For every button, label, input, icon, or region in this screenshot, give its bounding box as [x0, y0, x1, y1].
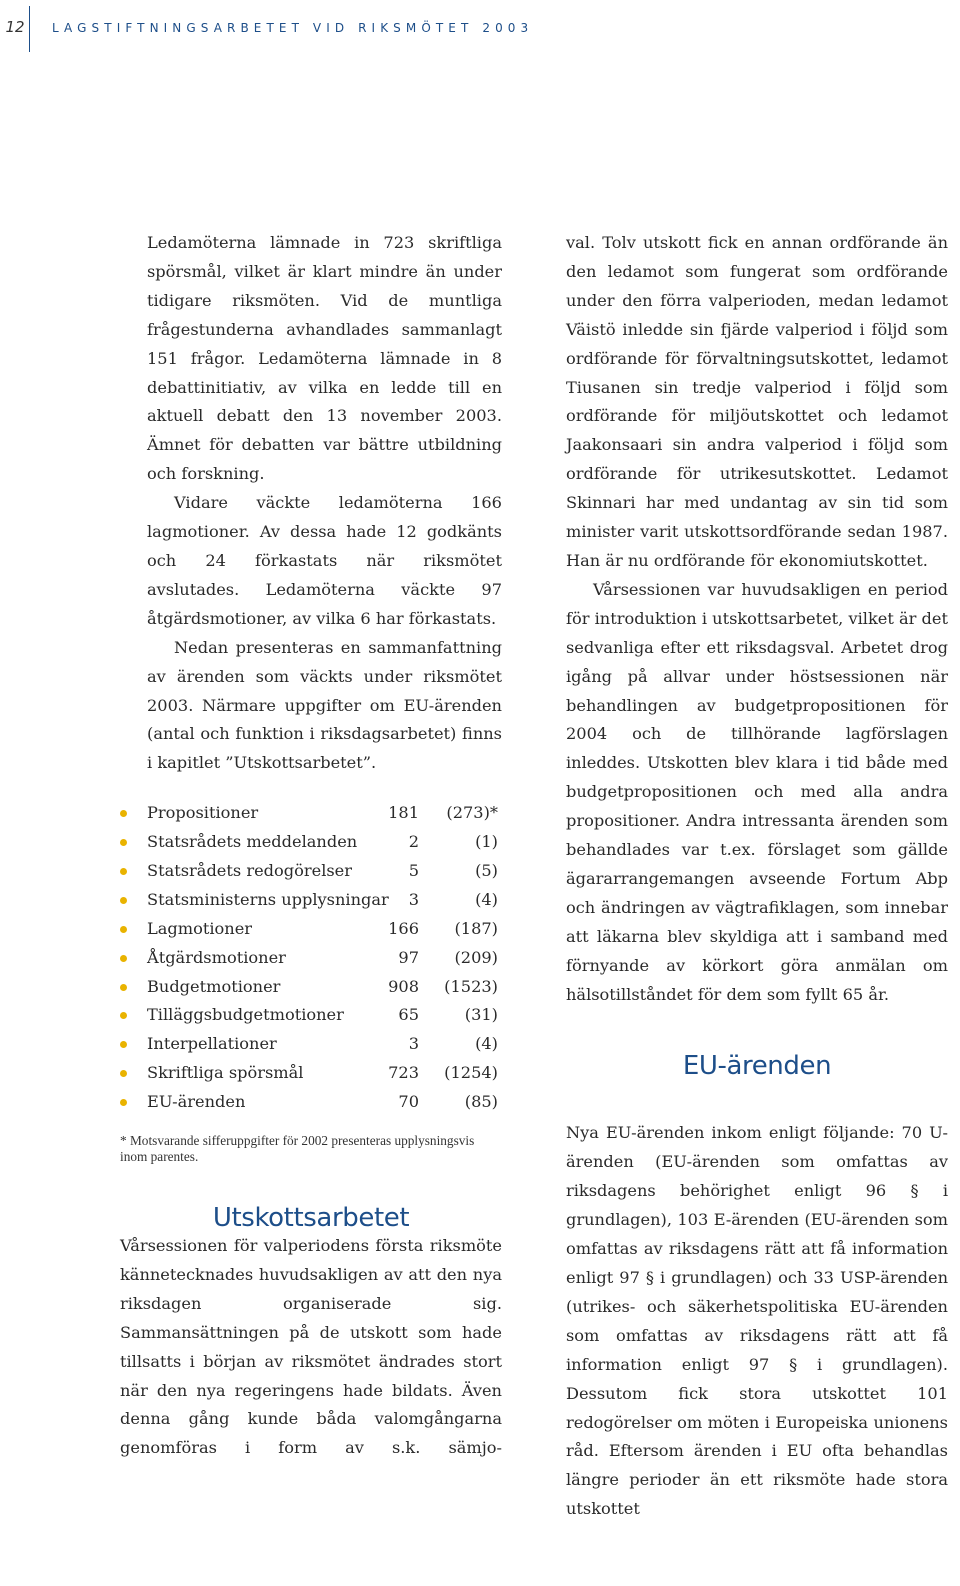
utskott-paragraph-1-end: val. Tolv utskott fick en annan ordförande än den ledamot som fungerat som ordförande under den förra valperioden, medan ledamot Väistö inledde sin fjärde valperiod i följd som ordförande för förvaltningsutskottet, ledamot Tiusanen sin tredje valperiod i följd som ordförande för miljöutskottet och ledamot Jaakonsaari sin andra valperiod i följd som ordförande för utrikesutskottet. Ledamot Skinnari har med undantag av sin tid som minister varit utskottsordförande sedan 1987. Han är nu ordförande för ekonomiutskottet.: [566, 233, 948, 570]
bullet-icon: [120, 926, 127, 933]
stats-row: [120, 799, 502, 828]
stats-previous-value: (273)*: [446, 803, 498, 823]
stats-row: [120, 1001, 502, 1030]
intro-paragraph-3: Nedan presenteras en sammanfattning av ärenden som väckts under riksmötet 2003. Närmare uppgifter om EU-ärenden (antal och funktion i riksdagsarbetet) finns i kapitlet ”Utskottsarbetet”.: [147, 637, 502, 773]
bullet-icon: [120, 984, 127, 991]
stats-previous-value: (85): [464, 1092, 498, 1112]
stats-previous-value: (1): [475, 832, 498, 852]
stats-previous-value: (5): [475, 861, 498, 880]
stats-value: 3: [408, 1034, 419, 1054]
bullet-icon: [120, 1041, 127, 1048]
stats-previous-value: (4): [475, 1034, 498, 1054]
statistics-list: [120, 799, 502, 1117]
stats-value: 70: [398, 1092, 419, 1112]
stats-label: Propositioner: [147, 803, 259, 823]
section-heading-eu-arenden: EU-ärenden: [682, 1051, 832, 1082]
stats-row: [120, 828, 502, 857]
stats-label: EU-ärenden: [147, 1092, 246, 1112]
bullet-icon: [120, 810, 127, 817]
stats-row: [120, 1030, 502, 1059]
stats-label: Åtgärdsmotioner: [147, 947, 286, 967]
stats-previous-value: (209): [454, 947, 498, 967]
bullet-icon: [120, 955, 127, 962]
stats-value: 97: [398, 947, 419, 967]
stats-previous-value: (1254): [444, 1063, 498, 1083]
stats-label: Skriftliga spörsmål: [147, 1063, 304, 1083]
intro-paragraph-1: Ledamöterna lämnade in 723 skriftliga spörsmål, vilket är klart mindre än under tidigare riksmöten. Vid de muntliga frågestunderna avhandlades sammanlagt 151 frågor. Ledamöterna lämnade in 8 debattinitiativ, av vilka en ledde till en aktuell debatt den 13 november 2003. Ämnet för debatten var bättre utbildning och forskning.: [147, 233, 502, 484]
stats-value: 181: [388, 803, 419, 823]
bullet-icon: [120, 868, 127, 875]
stats-value: 723: [388, 1063, 419, 1083]
stats-value: 3: [408, 889, 419, 909]
stats-value: 2: [408, 832, 419, 852]
stats-row: [120, 1059, 502, 1088]
left-column: [120, 229, 502, 1266]
stats-row: [120, 973, 502, 1002]
utskott-paragraph-1-start: Vårsessionen för valperiodens första riksmöte kännetecknades huvudsakligen av att den nya riksdagen organiserade sig. Sammansättningen på de utskott som hade tillsatts i början av riksmötet ändrades stort när den nya regeringens hade bildats. Även denna gång kunde båda valomgångarna genomföras i form av s.k. sämjo-: [120, 1236, 502, 1458]
stats-previous-value: (31): [464, 1005, 498, 1025]
stats-row: [120, 915, 502, 944]
utskott-paragraph-2: Vårsessionen var huvudsakligen en period för introduktion i utskottsarbetet, vilket är det sedvanliga efter ett riksdagsval. Arbetet drog igång på allvar under höstsessionen när behandlingen av budgetpropositionen för 2004 och de tillhörande lagförslagen inleddes. Utskotten blev klara i tid både med budgetpropositionen och med alla andra propositioner. Andra intressanta ärenden som behandlades var t.ex. förslaget som gällde ägararrangemangen avseende Fortum Abp och ändringen av vägtrafiklagen, som innebar att läkarna blev skyldiga att i samband med förnyande av körkort göra anmälan om hälsotillståndet för dem som fyllt 65 år.: [566, 579, 948, 1004]
bullet-icon: [120, 1012, 127, 1019]
page-number: 12: [5, 18, 25, 36]
bullet-icon: [120, 839, 127, 846]
utskott-text-left: [120, 1232, 502, 1463]
stats-row: [120, 886, 502, 915]
eu-paragraph-1: Nya EU-ärenden inkom enligt följande: 70 U-ärenden (EU-ärenden som omfattas av riksdagens behörighet enligt 96 § i grundlagen), 103 E-ärenden (EU-ärenden som omfattas av riksdagens rätt att få information enligt 97 § i grundlagen) och 33 USP-ärenden (utrikes- och säkerhetspolitiska EU-ärenden som omfattas av riksdagens rätt att få information enligt 97 § i grundlagen). Dessutom fick stora utskottet 101 redogörelser om möten i Europeiska unionens råd. Eftersom ärenden i EU ofta behandlas längre perioder än ett riksmöte hade stora utskottet: [566, 1123, 948, 1519]
bullet-icon: [120, 1099, 127, 1106]
bullet-icon: [120, 897, 127, 904]
stats-value: 166: [388, 918, 419, 938]
running-title: LAGSTIFTNINGSARBETET VID RIKSMÖTET 2003: [52, 21, 534, 35]
section-heading-utskottsarbetet: Utskottsarbetet: [212, 1203, 410, 1234]
stats-label: Tilläggsbudgetmotioner: [147, 1005, 344, 1025]
stats-previous-value: (187): [454, 918, 498, 938]
intro-section: [147, 229, 502, 778]
footnote: * Motsvarande sifferuppgifter för 2002 presenteras upplysningsvis inom parentes.: [120, 1133, 475, 1165]
stats-label: Statsrådets redogörelser: [147, 861, 352, 880]
stats-previous-value: (4): [475, 889, 498, 909]
stats-row: [120, 944, 502, 973]
bullet-icon: [120, 1070, 127, 1077]
stats-label: Statsministerns upplysningar: [147, 889, 389, 909]
stats-value: 908: [388, 976, 419, 996]
stats-label: Budgetmotioner: [147, 976, 281, 996]
stats-label: Lagmotioner: [147, 918, 253, 938]
stats-label: Interpellationer: [147, 1034, 277, 1054]
utskott-text-right: [566, 229, 948, 1524]
stats-label: Statsrådets meddelanden: [147, 832, 358, 852]
intro-paragraph-2: Vidare väckte ledamöterna 166 lagmotioner. Av dessa hade 12 godkänts och 24 förkastats när riksmötet avslutades. Ledamöterna väckte 97 åtgärdsmotioner, av vilka 6 har förkastats.: [147, 493, 502, 628]
header-divider: [29, 6, 30, 52]
stats-row: [120, 857, 502, 886]
stats-value: 5: [408, 861, 419, 880]
stats-previous-value: (1523): [444, 976, 498, 996]
stats-value: 65: [398, 1005, 419, 1025]
stats-row: [120, 1088, 502, 1117]
